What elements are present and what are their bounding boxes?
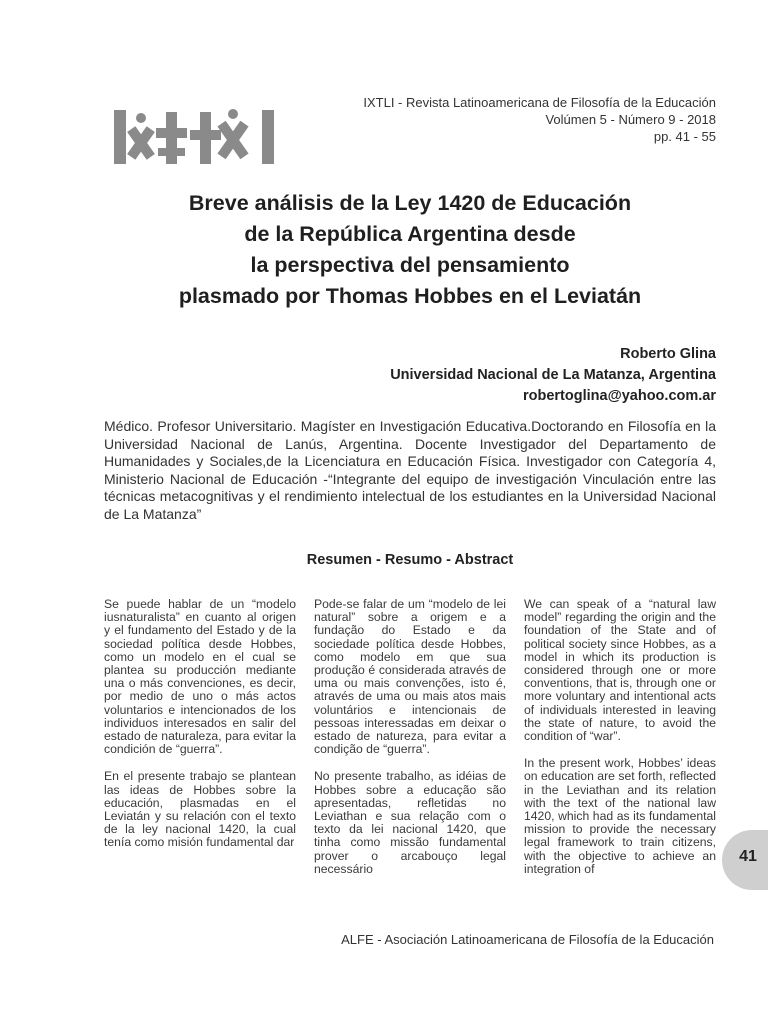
abstract-column-spanish [104, 598, 296, 916]
author-bio: Médico. Profesor Universitario. Magíster en Investigación Educativa.Doctorando en Filosofía en la Universidad Nacional de Lanús, Argentina. Docente Investigador del Departamento de Humanidades y Sociales,de la Licenciatura en Educación Física. Investigador con Categoría 4, Ministerio Nacional de Educación -“Integrante del equipo de investigación Vinculación entre las técnicas metacognitivas y el rendimiento intelectual de los estudiantes en la Universidad Nacional de La Matanza” [104, 418, 716, 522]
title-line: la perspectiva del pensamiento [250, 253, 570, 277]
abstract-paragraph: No presente trabalho, as idéias de Hobbes sobre a educação são apresentadas, refletidas no Leviathan e sua relação com o texto da lei nacional 1420, que tinha como missão fundamental prover o arcabouço legal necessário [314, 769, 506, 876]
ixtli-logo [112, 104, 280, 166]
title-line: de la República Argentina desde [244, 222, 576, 246]
author-name: Roberto Glina [620, 346, 716, 362]
affiliation-name: Universidad Nacional de La Matanza [390, 367, 641, 383]
title-line: Breve análisis de la Ley 1420 de Educación [188, 191, 632, 215]
affiliation-country: , Argentina [640, 367, 716, 383]
page-number: 41 [739, 848, 757, 865]
journal-pages: pp. 41 - 55 [653, 129, 716, 144]
journal-name: IXTLI - Revista Latinoamericana de Filosofía de la Educación [363, 95, 716, 110]
abstract-paragraph: Pode-se falar de um “modelo de lei natural” sobre a origem e a fundação do Estado e da sociedade política desde Hobbes, como modelo em que sua produção é considerada através de uma ou mais convenções, isto é, através de uma ou mais atos mais voluntários e intencionais de pessoas interessadas em deixar o estado de natureza, para evitar a condição de “guerra”. [314, 598, 506, 757]
title-line: plasmado por Thomas Hobbes en el Leviatán [178, 284, 642, 308]
abstract-paragraph: En el presente trabajo se plantean las ideas de Hobbes sobre la educación, plasmadas en el Leviatán y su relación con el texto de la ley nacional 1420, la cual tenía como misión fundamental dar [104, 769, 296, 850]
abstract-paragraph: We can speak of a “natural law model” regarding the origin and the foundation of the State and of political society since Hobbes, as a model in which its production is considered through one or more conventions, that is, through one or more voluntary and intentional acts of individuals interested in leaving the state of nature, to avoid the condition of “war”. [524, 598, 716, 744]
journal-header [363, 94, 716, 145]
author-email[interactable]: robertoglina@yahoo.com.ar [522, 388, 716, 404]
author-block [390, 344, 716, 407]
abstract-heading: Resumen - Resumo - Abstract [306, 552, 514, 568]
author-affiliation [390, 365, 716, 386]
abstract-paragraph: Se puede hablar de un “modelo iusnaturalista” en cuanto al origen y el fundamento del Estado y de la sociedad política desde Hobbes, como un modelo en el cual se plantea su producción mediante una o más convenciones, es decir, por medio de uno o más actos voluntarios e intencionados de los individuos interesados en salir del estado de naturaleza, para evitar la condición de “guerra”. [104, 598, 296, 757]
article-title [100, 188, 720, 312]
abstract-column-english [524, 598, 716, 916]
abstract-paragraph: In the present work, Hobbes’ ideas on education are set forth, reflected in the Leviathan and its relation with the text of the national law 1420, which had as its fundamental mission to provide the necessary legal framework to train citizens, with the objective to achieve an integration of [524, 756, 716, 876]
abstract-column-portuguese [314, 598, 506, 916]
page-footer: ALFE - Asociación Latinoamericana de Filosofía de la Educación [341, 932, 714, 947]
journal-volume: Volúmen 5 - Número 9 - 2018 [545, 112, 716, 127]
